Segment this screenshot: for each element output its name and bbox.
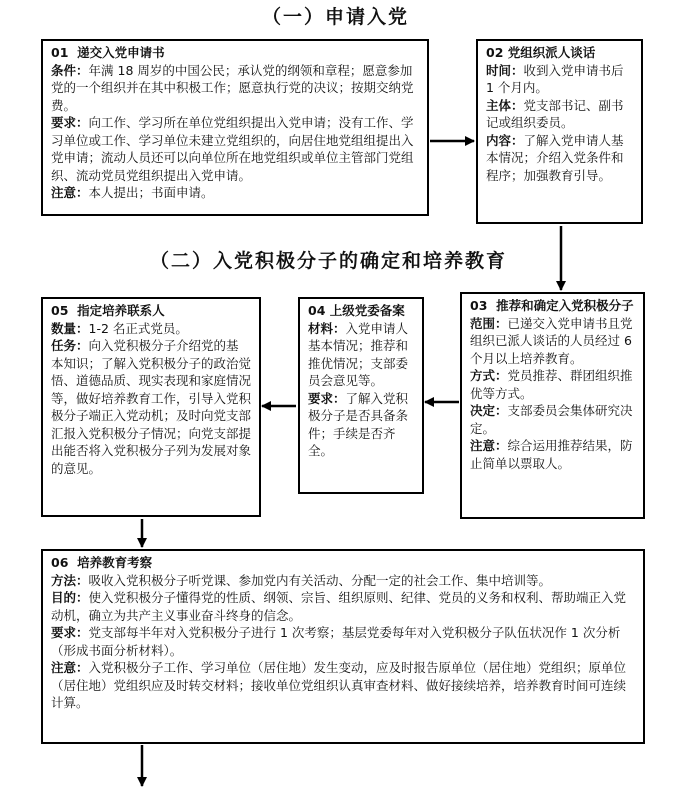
step-box-01 xyxy=(41,39,429,216)
row-label: 条件： xyxy=(51,62,89,78)
row-label: 要求： xyxy=(51,115,89,130)
row-requirement xyxy=(308,390,414,460)
row-label: 方式： xyxy=(470,368,508,383)
row-label: 要求： xyxy=(308,390,346,406)
row-note xyxy=(51,659,635,712)
step-title-text: 递交入党申请书 xyxy=(77,45,165,60)
section-title-apply: （一）申请入党 xyxy=(262,6,410,28)
step-number: 04 xyxy=(308,303,326,318)
row-label: 决定： xyxy=(470,403,508,418)
row-method xyxy=(51,572,635,590)
step-box-05 xyxy=(41,297,261,517)
row-scope xyxy=(470,315,635,368)
step-number: 06 xyxy=(51,555,69,570)
step-title-05 xyxy=(51,302,251,320)
step-number: 01 xyxy=(51,45,69,60)
row-text: 1-2 名正式党员。 xyxy=(88,320,188,336)
step-box-06 xyxy=(41,549,645,744)
row-label: 要求： xyxy=(51,625,89,640)
row-label: 内容： xyxy=(486,132,524,148)
row-text: 入党申请人基本情况；推荐和推优情况；支部委员会意见等。 xyxy=(308,320,409,388)
row-label: 目的： xyxy=(51,590,89,605)
step-title-03 xyxy=(470,297,635,315)
row-condition xyxy=(51,62,419,115)
row-method xyxy=(470,367,635,402)
row-text: 向入党积极分子介绍党的基本知识；了解入党积极分子的政治觉悟、道德品质、现实表现和家庭情况等，做好培养教育工作，引导入党积极分子端正入党动机；及时向党支部汇报入党积极分子情况；向党支部提出能否将入党积极分子列为发展对象的意见。 xyxy=(51,338,252,476)
row-materials xyxy=(308,320,414,390)
row-label: 主体： xyxy=(486,97,524,113)
row-text: 了解入党申请人基本情况；介绍入党条件和程序；加强教育引导。 xyxy=(486,132,624,183)
row-text: 党支部每半年对入党积极分子进行 1 次考察；基层党委每年对入党积极分子队伍状况作 1 次分析（形成书面分析材料）。 xyxy=(51,625,621,658)
row-note xyxy=(51,184,419,202)
step-number: 03 xyxy=(470,298,488,313)
row-text: 综合运用推荐结果，防止简单以票取人。 xyxy=(470,438,633,471)
row-label: 材料： xyxy=(308,320,346,336)
row-text: 支部委员会集体研究决定。 xyxy=(470,403,633,436)
row-subject xyxy=(486,97,633,132)
row-label: 数量： xyxy=(51,320,89,336)
row-text: 党员推荐、群团组织推优等方式。 xyxy=(470,368,633,401)
step-box-03 xyxy=(460,292,645,519)
row-label: 注意： xyxy=(51,185,89,200)
row-text: 本人提出；书面申请。 xyxy=(88,185,214,200)
row-requirement xyxy=(51,114,419,184)
row-text: 年满 18 周岁的中国公民；承认党的纲领和章程；愿意参加党的一个组织并在其中积极工作；愿意执行党的决议；按期交纳党费。 xyxy=(51,62,414,113)
row-time xyxy=(486,62,633,97)
row-task xyxy=(51,337,251,477)
step-title-04 xyxy=(308,302,414,320)
step-number: 02 xyxy=(486,45,504,60)
row-requirement xyxy=(51,624,635,659)
step-box-04 xyxy=(298,297,424,494)
step-box-02 xyxy=(476,39,643,224)
section-title-activist: （二）入党积极分子的确定和培养教育 xyxy=(150,250,508,272)
row-label: 方法： xyxy=(51,572,89,588)
row-text: 已递交入党申请书且党组织已派人谈话的人员经过 6 个月以上培养教育。 xyxy=(470,315,633,366)
step-title-text: 党组织派人谈话 xyxy=(507,45,596,60)
row-text: 向工作、学习所在单位党组织提出入党申请；没有工作、学习单位或工作、学习单位未建立党组织的，向居住地党组组提出入党申请；流动人员还可以向单位所在地党组织或单位主管部门党组织、流动党员党组织提出入党申请。 xyxy=(51,115,414,183)
row-text: 吸收入党积极分子听党课、参加党内有关活动、分配一定的社会工作、集中培训等。 xyxy=(88,572,552,588)
row-text: 了解入党积极分子是否具备条件；手续是否齐全。 xyxy=(308,390,409,458)
row-text: 收到入党申请书后 1 个月内。 xyxy=(486,62,624,95)
row-label: 任务： xyxy=(51,338,89,353)
row-label: 注意： xyxy=(51,660,89,675)
row-purpose xyxy=(51,589,635,624)
row-quantity xyxy=(51,320,251,338)
row-label: 范围： xyxy=(470,315,508,331)
row-text: 党支部书记、副书记或组织委员。 xyxy=(486,97,624,130)
step-title-text: 上级党委备案 xyxy=(329,303,405,318)
row-text: 使入党积极分子懂得党的性质、纲领、宗旨、组织原则、纪律、党员的义务和权利、帮助端正入党动机，确立为共产主义事业奋斗终身的信念。 xyxy=(51,590,627,623)
row-content xyxy=(486,132,633,185)
row-label: 时间： xyxy=(486,62,524,78)
step-title-text: 推荐和确定入党积极分子 xyxy=(496,298,634,313)
row-note xyxy=(470,437,635,472)
step-title-06 xyxy=(51,554,635,572)
step-title-01 xyxy=(51,44,419,62)
row-label: 注意： xyxy=(470,438,508,453)
step-title-text: 培养教育考察 xyxy=(77,555,153,570)
step-number: 05 xyxy=(51,303,69,318)
step-title-02 xyxy=(486,44,633,62)
row-decision xyxy=(470,402,635,437)
step-title-text: 指定培养联系人 xyxy=(77,303,165,318)
row-text: 入党积极分子工作、学习单位（居住地）发生变动，应及时报告原单位（居住地）党组织；原单位（居住地）党组织应及时转交材料；接收单位党组织认真审查材料、做好接续培养，培养教育时间可连续计算。 xyxy=(51,660,627,710)
